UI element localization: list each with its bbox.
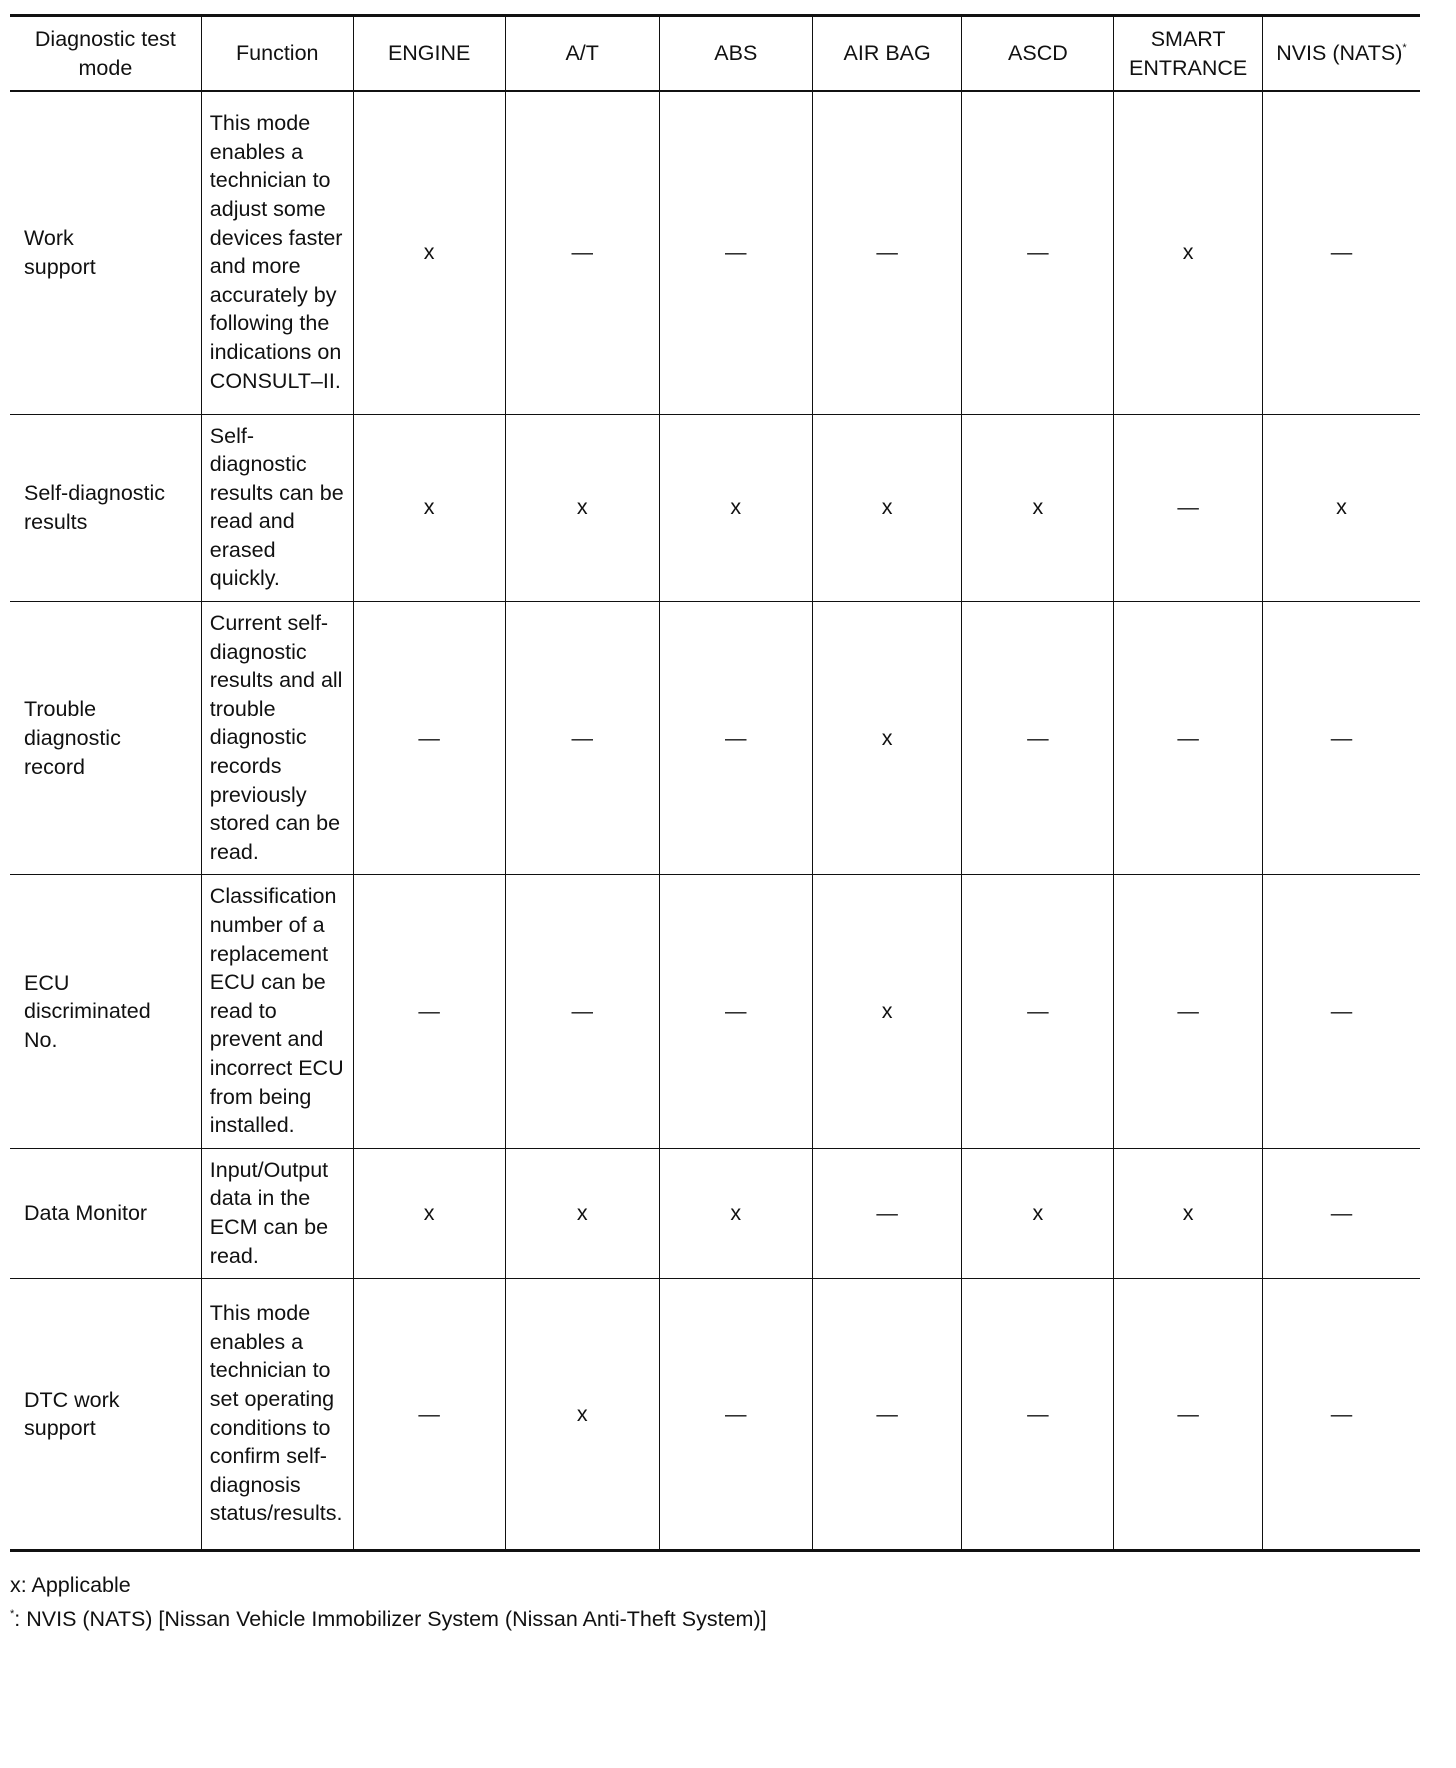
- applicability-cell: —: [659, 602, 812, 875]
- function-cell: Classification number of a replacement ECU can be read to prevent and incorrect ECU from being installed.: [201, 875, 353, 1148]
- applicability-cell: x: [812, 602, 962, 875]
- applicability-cell: —: [1262, 91, 1420, 414]
- function-cell: This mode enables a technician to adjust some devices faster and more accurately by following the indications on CONSULT–II.: [201, 91, 353, 414]
- diagnostic-mode-table: [10, 14, 1420, 1552]
- header-diagnostic-test-mode: Diagnostic test mode: [10, 16, 201, 92]
- applicability-cell: x: [505, 414, 659, 602]
- function-cell: Input/Output data in the ECM can be read.: [201, 1148, 353, 1278]
- applicability-cell: —: [962, 1279, 1114, 1551]
- note-nvis: [10, 1602, 1420, 1636]
- applicability-cell: x: [812, 414, 962, 602]
- applicability-cell: —: [505, 602, 659, 875]
- table-notes: [10, 1568, 1420, 1636]
- applicability-cell: —: [353, 1279, 505, 1551]
- table-header-row: [10, 16, 1420, 92]
- applicability-cell: —: [1114, 875, 1263, 1148]
- applicability-cell: x: [962, 414, 1114, 602]
- mode-cell: [10, 91, 201, 414]
- applicability-cell: —: [1114, 1279, 1263, 1551]
- applicability-cell: —: [659, 1279, 812, 1551]
- table-row: [10, 1148, 1420, 1278]
- table-row: [10, 875, 1420, 1148]
- applicability-cell: x: [505, 1279, 659, 1551]
- applicability-cell: x: [353, 91, 505, 414]
- applicability-cell: —: [1114, 414, 1263, 602]
- function-cell: Self-diagnostic results can be read and erased quickly.: [201, 414, 353, 602]
- mode-cell: [10, 875, 201, 1148]
- mode-label: DTC work support: [24, 1387, 120, 1441]
- applicability-cell: —: [962, 91, 1114, 414]
- applicability-cell: —: [962, 875, 1114, 1148]
- table-row: [10, 91, 1420, 414]
- applicability-cell: —: [505, 875, 659, 1148]
- applicability-cell: —: [353, 875, 505, 1148]
- function-cell: This mode enables a technician to set operating conditions to confirm self-diagnosis status/results.: [201, 1279, 353, 1551]
- applicability-cell: x: [659, 1148, 812, 1278]
- applicability-cell: x: [353, 1148, 505, 1278]
- mode-label: Self-diagnostic results: [24, 481, 166, 534]
- function-cell: Current self-diagnostic results and all trouble diagnostic records previously stored can be read.: [201, 602, 353, 875]
- header-engine: ENGINE: [353, 16, 505, 92]
- applicability-cell: x: [353, 414, 505, 602]
- applicability-cell: —: [962, 602, 1114, 875]
- table-row: [10, 602, 1420, 875]
- mode-cell: [10, 602, 201, 875]
- applicability-cell: x: [962, 1148, 1114, 1278]
- header-function: Function: [201, 16, 353, 92]
- mode-label: Trouble diagnostic record: [24, 697, 121, 779]
- note-applicable: x: Applicable: [10, 1573, 131, 1598]
- applicability-cell: x: [659, 414, 812, 602]
- header-nvis-nats: [1262, 16, 1420, 92]
- applicability-cell: —: [659, 91, 812, 414]
- header-ascd: ASCD: [962, 16, 1114, 92]
- table-row: [10, 1279, 1420, 1551]
- applicability-cell: x: [1262, 414, 1420, 602]
- mode-label: Work support: [24, 226, 96, 279]
- applicability-cell: —: [659, 875, 812, 1148]
- footnote-marker: *: [1402, 42, 1407, 55]
- header-abs: ABS: [659, 16, 812, 92]
- applicability-cell: —: [812, 91, 962, 414]
- mode-label: Data Monitor: [24, 1201, 148, 1226]
- mode-cell: [10, 1279, 201, 1551]
- table-row: [10, 414, 1420, 602]
- applicability-cell: —: [812, 1148, 962, 1278]
- applicability-cell: —: [812, 1279, 962, 1551]
- header-air-bag: AIR BAG: [812, 16, 962, 92]
- header-nvis-nats-label: NVIS (NATS): [1276, 41, 1403, 66]
- mode-cell: [10, 1148, 201, 1278]
- document-page: [10, 14, 1420, 1636]
- applicability-cell: —: [1262, 1279, 1420, 1551]
- note-nvis-text: : NVIS (NATS) [Nissan Vehicle Immobilizer System (Nissan Anti-Theft System)]: [14, 1607, 767, 1632]
- mode-cell: [10, 414, 201, 602]
- header-at: A/T: [505, 16, 659, 92]
- mode-label: ECU discriminated No.: [24, 970, 151, 1052]
- header-smart-entrance: SMART ENTRANCE: [1114, 16, 1263, 92]
- footnote-marker: *: [10, 1608, 15, 1621]
- applicability-cell: —: [505, 91, 659, 414]
- applicability-cell: —: [1262, 875, 1420, 1148]
- applicability-cell: x: [812, 875, 962, 1148]
- applicability-cell: x: [505, 1148, 659, 1278]
- applicability-cell: x: [1114, 1148, 1263, 1278]
- applicability-cell: —: [353, 602, 505, 875]
- applicability-cell: —: [1114, 602, 1263, 875]
- applicability-cell: x: [1114, 91, 1263, 414]
- applicability-cell: —: [1262, 602, 1420, 875]
- applicability-cell: —: [1262, 1148, 1420, 1278]
